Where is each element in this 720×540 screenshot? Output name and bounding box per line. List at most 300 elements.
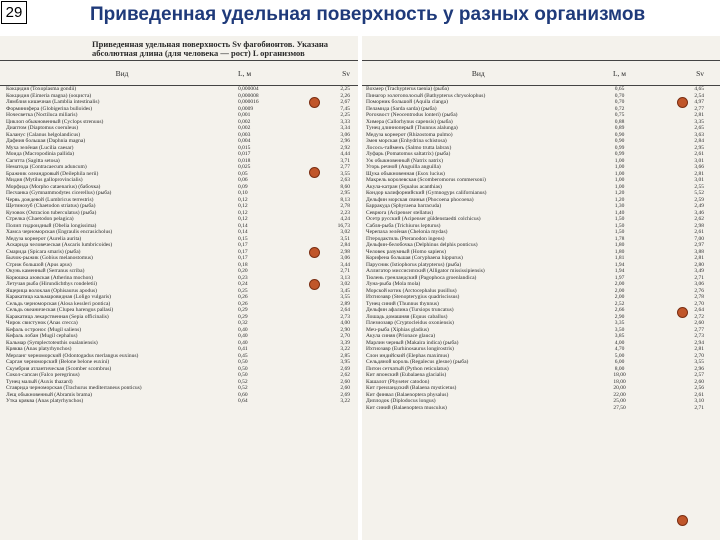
species-cell: Песчанка (Gymnammodytes cicerellus) (рыба) <box>6 190 112 196</box>
species-cell: Полип гидроидный (Obelia longissima) <box>6 222 97 229</box>
species-cell: Марлин черный (Makaira indica) (рыба) <box>366 339 459 346</box>
species-cell: Лосось-тайменъ (Salmo trutta labrax) <box>366 144 452 151</box>
species-cell: Летучая рыба (Hirundichthys rondeletii) <box>6 281 97 287</box>
species-cell: Питон сетчатый (Python reticulatus) <box>366 365 449 372</box>
slide-number: 29 <box>1 1 27 24</box>
sv-cell: 3,45 <box>340 287 350 294</box>
length-cell: 0,23 <box>238 274 248 281</box>
length-cell: 0,52 <box>238 378 248 385</box>
species-cell: Мидия (Mytilus galloprovincialis) <box>6 177 83 183</box>
sv-cell: 2,65 <box>694 125 704 131</box>
length-cell: 0,18 <box>238 261 248 268</box>
length-cell: 0,000016 <box>238 99 259 105</box>
species-cell: Плезиозавр (Cryptocleidus oxoniensis) <box>366 320 454 326</box>
species-cell: Слон индийский (Elephas maximus) <box>366 352 450 359</box>
length-cell: 3,85 <box>614 333 625 339</box>
length-cell: 0,002 <box>238 118 251 125</box>
species-cell: Тунец длинноперый (Thunnus alalunga) <box>366 125 458 131</box>
length-cell: 2,90 <box>614 313 625 320</box>
marker-dot <box>677 515 688 526</box>
species-cell: Щетинозуб (Chaetodon striatus) (рыба) <box>6 203 96 209</box>
sv-cell: 2,98 <box>694 222 704 229</box>
table-body <box>0 86 358 405</box>
species-cell: Форминифера (Globigerina bulloides) <box>6 105 93 112</box>
sv-cell: 2,98 <box>340 248 350 255</box>
length-cell: 2,00 <box>614 287 625 294</box>
length-cell: 0,88 <box>614 118 625 125</box>
sv-cell: 3,22 <box>340 346 350 352</box>
sv-cell: 2,63 <box>340 177 350 183</box>
sv-cell: 2,67 <box>340 99 350 105</box>
length-cell: 0,12 <box>238 216 248 222</box>
sv-cell: 3,34 <box>340 125 350 131</box>
sv-cell: 2,64 <box>340 307 350 313</box>
sv-cell: 2,84 <box>340 242 350 248</box>
species-cell: Птеродактиль (Pteranodon ingens) <box>366 235 445 242</box>
length-cell: 0,002 <box>238 125 251 131</box>
sv-cell: 4,65 <box>694 86 704 92</box>
length-cell: 0,001 <box>238 112 251 118</box>
species-cell: Сельдяной король (Regalecus glesne) (рыба) <box>366 359 469 365</box>
species-cell: Тунец синий (Thunnus thynnus) <box>366 300 439 307</box>
species-cell: Дельфин афалина (Tursiops truncatus) <box>366 307 454 313</box>
length-cell: 0,14 <box>238 229 248 235</box>
species-cell: Скумбрия атлантическая (Scomber scombrus) <box>6 365 112 372</box>
species-cell: Рогохвост (Neocentrodus lonteri) (рыба) <box>366 112 458 118</box>
species-cell: Дельфин-белобочка (Delphinus delphis ponticus) <box>366 242 478 248</box>
species-cell: Черепаха зелёная (Chelonia mydas) <box>366 229 448 235</box>
species-cell: Сабля-рыба (Trichiurus lepturus) <box>366 222 441 229</box>
species-cell: Меч-рыба (Xiphias gladius) <box>366 326 429 333</box>
sv-cell: 2,73 <box>340 313 350 320</box>
species-cell: Луфарь (Pomatomus saltatrix) (рыба) <box>366 151 451 157</box>
sv-cell: 2,95 <box>340 190 350 196</box>
sv-cell: 3,10 <box>694 398 704 404</box>
length-cell: 1,00 <box>614 177 625 183</box>
sv-cell: 2,54 <box>694 92 704 99</box>
species-cell: Севрюга (Acipenser stellatus) <box>366 209 434 216</box>
marker-dot <box>309 279 320 290</box>
sv-cell: 2,89 <box>340 300 350 307</box>
sv-cell: 2,73 <box>694 333 704 339</box>
species-cell: Уж обыкновенный (Natrix natrix) <box>366 157 444 164</box>
species-cell: Корифена большая (Coryphaena hippurus) <box>366 255 463 261</box>
sv-cell: 2,95 <box>694 144 704 151</box>
species-cell: Морской котик (Arctocephalus pusillus) <box>366 287 457 294</box>
length-cell: 0,24 <box>238 281 248 287</box>
species-cell: Хамса черноморская (Engraulis encrasicholus) <box>6 229 113 235</box>
length-cell: 4,00 <box>614 339 625 346</box>
length-cell: 0,015 <box>238 144 251 151</box>
length-cell: 0,17 <box>238 255 248 261</box>
sv-cell: 2,25 <box>340 86 350 92</box>
length-cell: 0,45 <box>238 352 248 359</box>
length-cell: 0,15 <box>238 235 248 242</box>
table-header <box>0 60 358 86</box>
sv-cell: 7,45 <box>340 105 350 112</box>
species-cell: Щука обыкновенная (Esox lucius) <box>366 170 445 177</box>
species-cell: Кузовок (Ostracion tuberculatus) (рыба) <box>6 209 97 216</box>
species-cell: Поморник большой (Aquila clanga) <box>366 99 448 105</box>
length-cell: 0,20 <box>238 268 248 274</box>
sv-cell: 3,06 <box>340 255 350 261</box>
sv-cell: 2,70 <box>340 333 350 339</box>
marker-dot <box>309 97 320 108</box>
sv-cell: 2,49 <box>694 203 704 209</box>
species-cell: Ставрида черноморская (Trachurus mediterraneus ponticus) <box>6 385 142 391</box>
sv-cell: 2,78 <box>694 294 704 300</box>
sv-cell: 3,55 <box>694 359 704 365</box>
species-cell: Лямблия кишечная (Lamblia intestinalis) <box>6 99 100 105</box>
length-cell: 4,70 <box>614 346 625 352</box>
species-cell: Аскарида человеческая (Ascaris lumbricoides) <box>6 242 113 248</box>
length-cell: 0,0009 <box>238 105 254 112</box>
species-cell: Циклоп обыкновенный (Cyclops strenuus) <box>6 118 104 125</box>
sv-cell: 3,39 <box>340 339 350 346</box>
left-table-scan <box>0 36 358 540</box>
sv-cell: 2,70 <box>694 352 704 359</box>
sv-cell: 3,55 <box>340 170 350 177</box>
length-cell: 2,00 <box>614 294 625 300</box>
species-cell: Сокол-сапсан (Falco peregrinus) <box>6 372 80 378</box>
species-cell: Ночесветка (Noctiluca miliaris) <box>6 112 78 118</box>
sv-cell: 3,46 <box>694 209 704 216</box>
sv-cell: 2,60 <box>694 378 704 385</box>
length-cell: 5,00 <box>614 352 625 359</box>
length-cell: 0,75 <box>614 112 625 118</box>
length-cell: 0,50 <box>238 365 248 372</box>
length-cell: 0,26 <box>238 294 248 300</box>
species-cell: Корюшка азовская (Atherina mochon) <box>6 274 93 281</box>
sv-cell: 2,64 <box>694 307 704 313</box>
sv-cell: 2,23 <box>340 209 350 216</box>
sv-cell: 2,80 <box>694 261 704 268</box>
species-cell: Химера (Callorhynus capensis) (рыба) <box>366 118 453 125</box>
header-species: Вид <box>471 68 485 78</box>
sv-cell: 2,81 <box>694 346 704 352</box>
species-cell: Дельфин морская свинья (Phocoena phocoena) <box>366 196 474 203</box>
sv-cell: 4,24 <box>340 216 350 222</box>
length-cell: 1,00 <box>614 157 625 164</box>
right-table-scan <box>362 36 720 540</box>
sv-cell: 3,51 <box>340 235 350 242</box>
length-cell: 1,94 <box>614 261 625 268</box>
species-cell: Кашалот (Physeter catodon) <box>366 378 430 385</box>
species-cell: Кит гренландский (Balaena mysticetus) <box>366 385 457 391</box>
length-cell: 0,65 <box>614 86 625 92</box>
sv-cell: 3,33 <box>340 118 350 125</box>
species-cell: Морфида (Morpho cataenarius) (бабочка) <box>6 183 101 190</box>
species-cell: Каракатица кальмаровидная (Loligo vulgaris) <box>6 294 111 300</box>
sv-cell: 3,63 <box>694 131 704 138</box>
species-cell: Моида (Macropodinia pallida) <box>6 151 74 157</box>
species-cell: Змея морская (Enhydrina schistosa) <box>366 138 447 144</box>
header-sv: Sv <box>342 68 350 78</box>
sv-cell: 2,57 <box>694 372 704 378</box>
length-cell: 1,50 <box>614 229 625 235</box>
species-cell: Диплодок (Diplodocus longus) <box>366 398 436 404</box>
species-cell: Кондор калифорнийский (Gymnogyps californianus) <box>366 190 487 196</box>
sv-cell: 4,44 <box>340 151 350 157</box>
species-cell: Кит японский (Eubalaena glacialis) <box>366 372 447 378</box>
species-cell: Диаптом (Diaptomus coeruleus) <box>6 125 79 131</box>
length-cell: 0,70 <box>614 92 625 99</box>
length-cell: 8,00 <box>614 365 625 372</box>
length-cell: 0,06 <box>238 177 248 183</box>
sv-cell: 5,52 <box>694 190 704 196</box>
length-cell: 1,00 <box>614 164 625 170</box>
length-cell: 0,99 <box>614 144 625 151</box>
length-cell: 2,52 <box>614 300 625 307</box>
length-cell: 2,00 <box>614 281 625 287</box>
length-cell: 20,00 <box>613 385 626 391</box>
length-cell: 0,50 <box>238 359 248 365</box>
marker-dot <box>677 307 688 318</box>
table-row <box>0 398 358 405</box>
sv-cell: 3,01 <box>694 157 704 164</box>
length-cell: 0,025 <box>238 164 251 170</box>
length-cell: 0,29 <box>238 307 248 313</box>
sv-cell: 2,71 <box>694 274 704 281</box>
species-cell: Ящерица волоклая (Ophisaurus apodus) <box>6 287 97 294</box>
slide-title: Приведенная удельная поверхность у разных организмов <box>90 4 646 25</box>
sv-cell: 4,97 <box>694 99 704 105</box>
header-sv: Sv <box>696 68 704 78</box>
species-cell: Мерланг черноморский (Odontogadus merlangus euxinus) <box>6 352 139 359</box>
sv-cell: 3,02 <box>340 281 350 287</box>
sv-cell: 2,78 <box>340 203 350 209</box>
species-cell: Медуза корнерот (Aurelia aurita) <box>6 235 82 242</box>
sv-cell: 2,61 <box>694 151 704 157</box>
sv-cell: 2,77 <box>340 164 350 170</box>
sv-cell: 2,59 <box>694 196 704 203</box>
sv-cell: 2,62 <box>340 372 350 378</box>
sv-cell: 2,81 <box>694 112 704 118</box>
length-cell: 0,60 <box>238 391 248 398</box>
sv-cell: 3,55 <box>340 294 350 300</box>
length-cell: 0,12 <box>238 203 248 209</box>
sv-cell: 2,81 <box>694 255 704 261</box>
sv-cell: 2,60 <box>340 378 350 385</box>
length-cell: 0,12 <box>238 196 248 203</box>
species-cell: Дафния большая (Daphnia magna) <box>6 138 86 144</box>
length-cell: 1,78 <box>614 235 625 242</box>
length-cell: 0,32 <box>238 320 248 326</box>
sv-cell: 7,00 <box>694 235 704 242</box>
species-cell: Человек разумный (Homo sapiens) <box>366 248 446 255</box>
species-cell: Кокцидия (Eimeria magna) (ооциста) <box>6 92 92 99</box>
length-cell: 0,52 <box>238 385 248 391</box>
species-cell: Сельдь черноморская (Alosa kessleri pontica) <box>6 300 111 307</box>
species-cell: Утка кряква (Anas platyrhynchos) <box>6 398 84 404</box>
sv-cell: 3,95 <box>340 359 350 365</box>
sv-cell: 2,60 <box>694 320 704 326</box>
sv-cell: 3,71 <box>340 157 350 164</box>
sv-cell: 2,56 <box>694 385 704 391</box>
species-cell: Лещ обыкновенный (Abramis brama) <box>6 391 92 398</box>
table-caption: Приведенная удельная поверхность Sv фагобионтов. Указана абсолютная длина (для человека — рост) L организмов <box>92 39 328 58</box>
length-cell: 0,40 <box>238 339 248 346</box>
sv-cell: 2,71 <box>340 268 350 274</box>
length-cell: 25,00 <box>613 398 626 404</box>
length-cell: 0,14 <box>238 222 248 229</box>
sv-cell: 3,49 <box>694 268 704 274</box>
sv-cell: 2,69 <box>340 365 350 372</box>
length-cell: 0,40 <box>238 333 248 339</box>
species-cell: Стрелка (Chaetodon pelagica) <box>6 216 74 222</box>
sv-cell: 2,76 <box>694 287 704 294</box>
sv-cell: 3,44 <box>340 261 350 268</box>
sv-cell: 2,26 <box>340 92 350 99</box>
length-cell: 0,90 <box>614 138 625 144</box>
length-cell: 0,25 <box>238 287 248 294</box>
sv-cell: 16,73 <box>337 222 350 229</box>
length-cell: 0,90 <box>614 131 625 138</box>
sv-cell: 4,00 <box>340 320 350 326</box>
species-cell: Тунец малый (Auxis thazard) <box>6 378 73 385</box>
length-cell: 1,20 <box>614 190 625 196</box>
sv-cell: 2,71 <box>694 404 704 411</box>
species-cell: Ихтиозавр (Eurhinosaurus longirostris) <box>366 346 454 352</box>
sv-cell: 2,94 <box>694 339 704 346</box>
species-cell: Аллигатор миссисипский (Alligator mississipiensis) <box>366 268 485 274</box>
species-cell: Кит финвал (Balaenoptera physalus) <box>366 391 449 398</box>
length-cell: 0,05 <box>238 170 248 177</box>
length-cell: 1,50 <box>614 222 625 229</box>
table-body <box>362 86 720 411</box>
sv-cell: 2,97 <box>694 242 704 248</box>
species-cell: Кокцидия (Toxoplasma gondii) <box>6 86 77 92</box>
species-cell: Червь дождевой (Lumbricus terrestris) <box>6 196 94 203</box>
length-cell: 2,66 <box>614 307 625 313</box>
length-cell: 1,00 <box>614 183 625 190</box>
marker-dot <box>309 247 320 258</box>
length-cell: 0,26 <box>238 300 248 307</box>
species-cell: Акула синяя (Prionace glauca) <box>366 333 436 339</box>
length-cell: 1,80 <box>614 248 625 255</box>
sv-cell: 2,96 <box>694 365 704 372</box>
species-cell: Кряква (Anas platyrhynchos) <box>6 346 72 352</box>
length-cell: 1,40 <box>614 209 625 216</box>
marker-dot <box>309 167 320 178</box>
species-cell: Смарида (Spicara smaris) (рыба) <box>6 248 81 255</box>
header-species: Вид <box>115 68 129 78</box>
length-cell: 0,70 <box>614 99 625 105</box>
sv-cell: 2,25 <box>340 112 350 118</box>
length-cell: 1,94 <box>614 268 625 274</box>
length-cell: 0,64 <box>238 398 248 404</box>
length-cell: 0,000008 <box>238 92 259 99</box>
species-cell: Ихтиозавр (Stenopterygius quadriscissus) <box>366 294 460 300</box>
length-cell: 6,00 <box>614 359 625 365</box>
species-cell: Кефаль остронос (Mugil saliens) <box>6 326 82 333</box>
species-cell: Сагитта (Sagitta setosa) <box>6 157 60 164</box>
species-cell: Луна-рыба (Mola mola) <box>366 281 421 287</box>
length-cell: 0,17 <box>238 242 248 248</box>
sv-cell: 8,60 <box>340 183 350 190</box>
sv-cell: 2,96 <box>340 138 350 144</box>
length-cell: 0,29 <box>238 313 248 320</box>
species-cell: Каракатица лекарственная (Sepia officinalis) <box>6 313 109 320</box>
species-cell: Барракуда (Sphyraena barracuda) <box>366 203 442 209</box>
length-cell: 0,017 <box>238 151 251 157</box>
table-row <box>362 405 720 412</box>
species-cell: Бражник олеандровый (Deilephila nerii) <box>6 170 99 177</box>
sv-cell: 2,62 <box>694 216 704 222</box>
species-cell: Парусник (Istiophorus platypterus) (рыба) <box>366 261 462 268</box>
header-length: L, м <box>238 68 252 78</box>
sv-cell: 2,84 <box>694 138 704 144</box>
sv-cell: 2,60 <box>340 385 350 391</box>
length-cell: 3,50 <box>614 326 625 333</box>
sv-cell: 3,06 <box>340 131 350 138</box>
sv-cell: 2,72 <box>694 313 704 320</box>
length-cell: 0,72 <box>614 105 625 112</box>
header-length: L, м <box>612 68 627 78</box>
sv-cell: 3,66 <box>694 164 704 170</box>
length-cell: 1,80 <box>614 242 625 248</box>
length-cell: 22,00 <box>613 391 626 398</box>
species-cell: Окунь каменный (Serranus scriba) <box>6 268 85 274</box>
length-cell: 0,99 <box>614 151 625 157</box>
sv-cell: 3,88 <box>694 248 704 255</box>
length-cell: 1,50 <box>614 216 625 222</box>
length-cell: 0,003 <box>238 131 251 138</box>
species-cell: Каланус (Calanus helgolandicus) <box>6 131 81 138</box>
species-cell: Тюлень гренландский (Pagophoca groenlandica) <box>366 274 477 281</box>
length-cell: 0,89 <box>614 125 625 131</box>
species-cell: Пинагор золотополосый (Bathypterus chrysolophus) <box>366 92 486 99</box>
sv-cell: 2,55 <box>694 183 704 190</box>
length-cell: 18,00 <box>613 378 626 385</box>
species-cell: Кит синий (Balaenoptera musculus) <box>366 404 447 411</box>
marker-dot <box>677 97 688 108</box>
species-cell: Пеламида (Sarda sarda) (рыба) <box>366 105 437 112</box>
sv-cell: 3,06 <box>694 281 704 287</box>
sv-cell: 3,35 <box>694 118 704 125</box>
species-cell: Кефаль лобан (Mugil cephalus) <box>6 333 78 339</box>
sv-cell: 8,13 <box>340 196 350 203</box>
length-cell: 1,20 <box>614 196 625 203</box>
length-cell: 0,000004 <box>238 86 259 92</box>
species-cell: Вохмер (Trachypterus taenia) (рыба) <box>366 86 449 92</box>
sv-cell: 2,61 <box>694 391 704 398</box>
sv-cell: 3,02 <box>340 229 350 235</box>
species-cell: Сельдь океаническая (Clupea harengus pallasi) <box>6 307 114 313</box>
length-cell: 1,81 <box>614 255 625 261</box>
length-cell: 27,50 <box>613 404 626 411</box>
length-cell: 18,00 <box>613 372 626 378</box>
sv-cell: 2,77 <box>694 105 704 112</box>
species-cell: Макрель королевская (Scomberomorus commersoni) <box>366 177 486 183</box>
species-cell: Лошадь домашняя (Equus caballus) <box>366 313 448 320</box>
length-cell: 0,50 <box>238 372 248 378</box>
length-cell: 3,35 <box>614 320 625 326</box>
species-cell: Чирок свистунок (Anas crecca) <box>6 320 78 326</box>
sv-cell: 2,70 <box>694 300 704 307</box>
table-header <box>362 60 720 86</box>
species-cell: Акула-катран (Squalus acanthias) <box>366 183 442 190</box>
species-cell: Муха зелёная (Lucilia caesar) <box>6 144 74 151</box>
length-cell: 1,97 <box>614 274 625 281</box>
sv-cell: 3,01 <box>694 177 704 183</box>
length-cell: 0,12 <box>238 209 248 216</box>
species-cell: Сарган черноморский (Belone belone euxini) <box>6 359 110 365</box>
sv-cell: 2,81 <box>694 170 704 177</box>
species-cell: Бычок-рыжик (Gobius melanostomus) <box>6 255 93 261</box>
sv-cell: 2,69 <box>340 391 350 398</box>
species-cell: Стриж большой (Apus apus) <box>6 261 72 268</box>
